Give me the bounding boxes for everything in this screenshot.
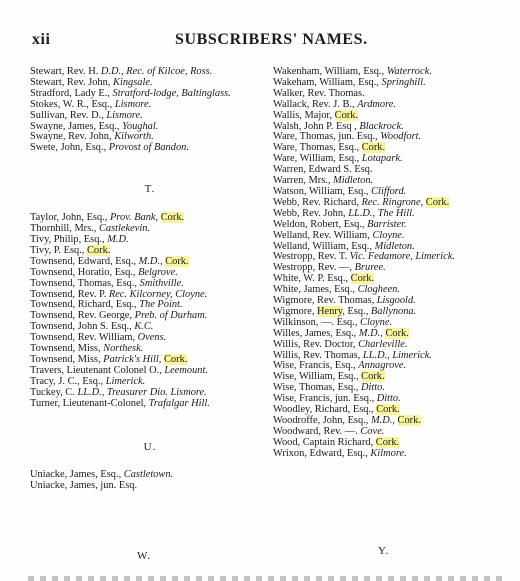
subscriber-name: Wise, William, Esq., — [273, 371, 362, 383]
subscriber-name: Townsend, Rev. P. — [30, 288, 109, 300]
subscriber-name: Stradford, Lady E., — [30, 87, 113, 99]
subscriber-detail: Clifford. — [371, 185, 407, 197]
subscriber-name: Wakeham, William, Esq., — [273, 76, 382, 88]
subscriber-detail: Bruree. — [354, 262, 386, 274]
subscriber-name: Townsend, Horatio, Esq., — [30, 266, 139, 278]
subscriber-name: Wise, Francis, Esq., — [273, 360, 359, 372]
highlighted-term: Cork. — [334, 109, 359, 121]
subscriber-detail: Kilworth. — [114, 131, 154, 143]
subscriber-entry — [30, 481, 270, 492]
subscriber-detail: Cloyne. — [372, 229, 405, 241]
subscriber-name: Stokes, W. R., Esq., — [30, 98, 115, 110]
highlighted-term: Cork. — [375, 436, 400, 448]
right-column — [273, 67, 518, 460]
subscriber-name: Taylor, John, Esq., — [30, 212, 110, 224]
subscriber-name: Walsh, John P. Esq , — [273, 120, 360, 132]
subscriber-name: Warren, Mrs., — [273, 175, 334, 187]
subscriber-detail: Leemount. — [164, 364, 208, 376]
subscriber-name: Woodley, Richard, Esq., — [273, 404, 377, 416]
highlighted-term: Cork. — [165, 255, 189, 267]
subscriber-detail: M.D., — [370, 415, 398, 426]
subscriber-name: Watson, William, Esq., — [273, 185, 372, 197]
subscriber-name: Welland, Rev. William, — [273, 229, 373, 241]
subscriber-name: Tracy, J. C., Esq., — [30, 375, 106, 387]
subscriber-detail: Youghal. — [122, 120, 159, 132]
subscriber-detail: Castlekevin. — [98, 223, 151, 235]
s-entries — [30, 67, 270, 154]
section-heading-y: Y. — [378, 545, 390, 557]
subscriber-name: Welland, William, Esq., — [273, 240, 375, 252]
subscriber-entry — [30, 399, 270, 410]
subscriber-detail: Midleton. — [333, 175, 374, 187]
subscriber-name: Travers, Lieutenant Colonel O., — [30, 364, 165, 376]
subscriber-name: Swayne, James, Esq., — [30, 120, 123, 132]
section-heading-u: U. — [143, 441, 157, 454]
highlighted-term: Henry — [317, 305, 343, 317]
subscriber-detail: Ballynona. — [370, 305, 417, 317]
subscriber-detail: Castletown. — [123, 469, 174, 481]
subscriber-name: Sullivan, Rev. D., — [30, 109, 107, 121]
subscriber-detail: Vic. Fedamore, Limerick. — [349, 251, 455, 263]
subscriber-detail: Patrick's Hill, — [103, 353, 164, 365]
subscriber-detail: Ditto. — [361, 382, 385, 394]
highlighted-term: Cork. — [385, 327, 409, 339]
subscriber-name: Walker, Rev. Thomas. — [273, 87, 365, 99]
subscriber-name: Woodward, Rev. —. — [273, 425, 361, 437]
subscriber-detail: Belgrove. — [138, 266, 178, 278]
subscriber-name: Tivy, P. Esq., — [30, 244, 87, 256]
subscriber-name: Townsend, John S. Esq., — [30, 321, 135, 333]
highlighted-term: Cork. — [397, 415, 421, 426]
subscriber-detail: LL.D., Limerick. — [362, 349, 432, 361]
subscriber-detail: M.D., — [138, 255, 166, 267]
subscriber-name: Stewart, Rev. H. — [30, 66, 101, 77]
section-heading-t: T. — [144, 183, 156, 196]
subscriber-name: Turner, Lieutenant-Colonel, — [30, 397, 149, 409]
highlighted-term: Cork. — [163, 353, 188, 365]
subscriber-detail: Blackrock. — [359, 120, 404, 132]
subscriber-name: Westropp, Rev. T. — [273, 251, 350, 263]
subscriber-name: Webb, Rev. Richard, — [273, 196, 362, 208]
subscriber-detail: Provost of Bandon. — [108, 142, 189, 154]
subscriber-detail: Cloyne. — [360, 316, 393, 328]
subscriber-detail: Lotapark. — [361, 153, 403, 165]
subscriber-name: Weldon, Robert, Esq., — [273, 218, 368, 230]
subscriber-name: Woodroffe, John, Esq., — [273, 415, 371, 426]
subscriber-name: Townsend, Miss, — [30, 343, 104, 355]
subscriber-name: Ware, Thomas, Esq., — [273, 142, 362, 154]
subscriber-name: Wrixon, Edward, Esq., — [273, 447, 371, 459]
subscriber-name: Uniacke, James, Esq., — [30, 469, 124, 481]
subscriber-name: Swete, John, Esq., — [30, 142, 109, 154]
subscriber-detail: Kingsale. — [113, 76, 153, 88]
subscriber-detail: Rec. Kilcorney, Cloyne. — [108, 288, 208, 300]
subscriber-detail: M.D. — [107, 233, 129, 245]
highlighted-term: Cork. — [376, 404, 400, 416]
subscriber-detail: Lismore. — [106, 109, 143, 121]
subscriber-detail: Annagrove. — [358, 360, 407, 372]
subscriber-detail: D.D., Rec. of Kilcoe, Ross. — [100, 66, 213, 77]
subscriber-detail: Cove. — [360, 425, 385, 437]
subscriber-detail: Limerick. — [105, 375, 146, 387]
subscriber-name: White, James, Esq., — [273, 284, 358, 296]
subscriber-name: Willes, James, Esq., — [273, 327, 359, 339]
subscriber-name: Tivy, Philip, Esq., — [30, 233, 108, 245]
u-entries — [30, 470, 270, 492]
subscriber-detail: Rec. Ringrone, — [361, 196, 426, 208]
subscriber-name: Townsend, Rev. George, — [30, 310, 135, 322]
subscriber-name: Wise, Thomas, Esq., — [273, 382, 361, 394]
highlighted-term: Cork. — [361, 371, 385, 383]
subscriber-detail: Lisgoold. — [376, 295, 416, 307]
subscriber-detail: Prov. Bank, — [109, 212, 161, 224]
subscriber-detail: Ditto. — [376, 393, 401, 405]
subscriber-name-cont: , Esq., — [342, 305, 371, 317]
subscriber-name: Willis, Rev. Thomas, — [273, 349, 363, 361]
subscriber-name: Willis, Rev. Doctor, — [273, 338, 359, 350]
subscriber-name: Townsend, Richard, Esq., — [30, 299, 140, 311]
subscriber-detail: Ovens. — [137, 332, 167, 344]
subscriber-name: Wallack, Rev. J. B., — [273, 98, 358, 110]
subscriber-name: Thornhill, Mrs., — [30, 223, 99, 235]
subscriber-name: Townsend, Miss, — [30, 353, 104, 365]
subscriber-name: White, W. P. Esq., — [273, 273, 351, 285]
subscriber-detail: M.D., — [358, 327, 386, 339]
subscriber-name: Wakenham, William, Esq., — [273, 66, 387, 77]
subscriber-detail: Kilmore. — [370, 447, 407, 459]
highlighted-term: Cork. — [86, 244, 111, 256]
subscriber-detail: The Point. — [139, 299, 183, 311]
subscriber-detail: Lismore. — [114, 98, 152, 110]
w-entries — [273, 67, 518, 460]
subscriber-name: Wood, Captain Richard, — [273, 436, 376, 448]
subscriber-name: Warren, Edward S. Esq. — [273, 164, 373, 176]
subscriber-entry — [273, 449, 518, 460]
subscriber-detail: Barrister. — [367, 218, 407, 230]
page-title: SUBSCRIBERS' NAMES. — [175, 31, 368, 48]
next-line-cutoff — [28, 576, 508, 581]
highlighted-term: Cork. — [350, 273, 375, 285]
subscriber-entry — [30, 143, 270, 154]
subscriber-detail: Preb. of Durham. — [134, 310, 208, 322]
subscriber-detail: Trafalgar Hill. — [148, 397, 210, 409]
subscriber-name: Townsend, Thomas, Esq., — [30, 277, 140, 289]
subscriber-detail: K.C. — [134, 321, 154, 333]
left-column — [30, 67, 270, 492]
subscriber-name: Webb, Rev. John, — [273, 207, 349, 219]
subscriber-name: Uniacke, James, jun. Esq. — [30, 480, 138, 492]
subscriber-detail: Midleton. — [374, 240, 415, 252]
subscriber-name: Westropp, Rev. —, — [273, 262, 355, 274]
subscriber-detail: Woodfort. — [380, 131, 422, 143]
subscriber-name: Swayne, Rev. John, — [30, 131, 115, 143]
subscriber-name: Townsend, Edward, Esq., — [30, 255, 139, 267]
subscriber-name: Wigmore, — [273, 305, 318, 317]
highlighted-term: Cork. — [160, 212, 185, 224]
subscriber-name: Townsend, Rev. William, — [30, 332, 138, 344]
subscriber-name: Ware, William, Esq., — [273, 153, 362, 165]
subscriber-name: Tuckey, C. — [30, 386, 78, 398]
subscriber-name: Wigmore, Rev. Thomas, — [273, 295, 377, 307]
section-heading-w: W. — [137, 550, 152, 562]
subscriber-detail: Ardmore. — [357, 98, 396, 110]
subscriber-name: Wallis, Major, — [273, 109, 335, 121]
highlighted-term: Cork. — [361, 142, 386, 154]
subscriber-detail: Smithville. — [139, 277, 184, 289]
subscriber-name: Wilkinson, —. Esq., — [273, 316, 361, 328]
subscriber-detail: Charleville. — [358, 338, 408, 350]
subscriber-name: Ware, Thomas, jun. Esq., — [273, 131, 381, 143]
subscriber-detail: LL.D., Treasurer Dio. Lismore. — [77, 386, 207, 398]
subscriber-name: Stewart, Rev. John, — [30, 76, 114, 88]
subscriber-detail: Springhill. — [381, 76, 426, 88]
subscriber-detail: Stratford-lodge, Baltinglass. — [112, 87, 231, 99]
page-number: xii — [32, 31, 51, 48]
subscriber-detail: Waterrock. — [386, 66, 432, 77]
subscriber-detail: Clogheen. — [357, 284, 400, 296]
t-entries — [30, 213, 270, 409]
subscriber-name: Wise, Francis, jun. Esq., — [273, 393, 377, 405]
subscriber-detail: LL.D., The Hill. — [348, 207, 415, 219]
highlighted-term: Cork. — [425, 196, 450, 208]
subscriber-detail: Northesk. — [103, 343, 144, 355]
